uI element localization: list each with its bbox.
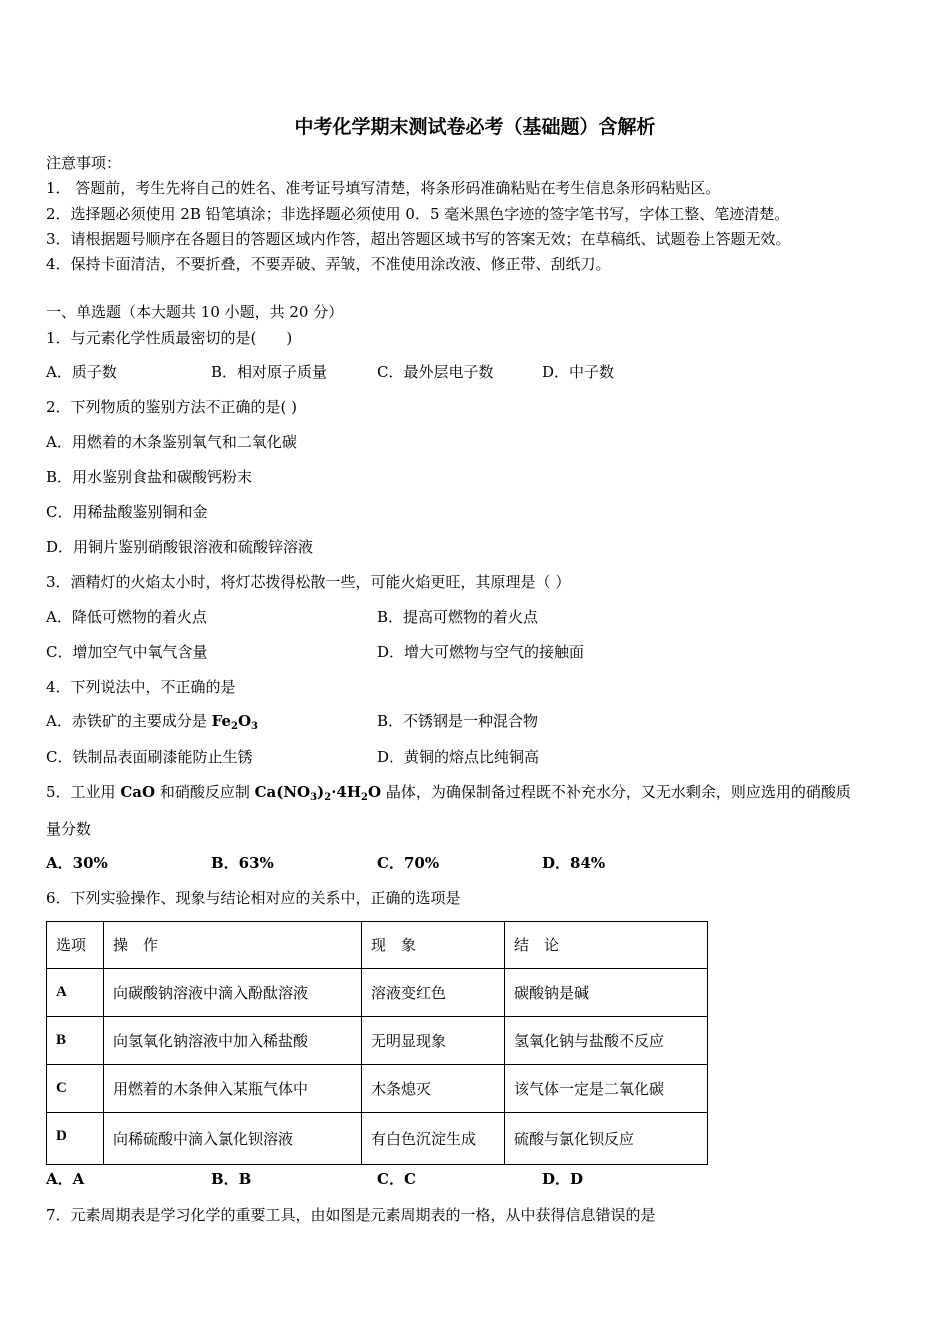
question-6-option-d: D．D [542,1170,584,1188]
question-2-option-d: D．用铜片鉴别硝酸银溶液和硫酸锌溶液 [46,538,314,556]
table-cell: 木条熄灭 [362,1065,505,1113]
question-4-option-d: D．黄铜的熔点比纯铜高 [377,748,540,766]
formula-sub: 2 [324,792,332,803]
question-5-option-c: C．70% [377,854,440,872]
question-5-option-b: B．63% [211,854,274,872]
question-6-stem: 6．下列实验操作、现象与结论相对应的关系中，正确的选项是 [46,889,461,907]
notice-item-3: 3．请根据题号顺序在各题目的答题区域内作答，超出答题区域书写的答案无效；在草稿纸、试题卷上答题无效。 [46,230,791,248]
question-3-option-b: B．提高可燃物的着火点 [377,608,539,626]
question-4-option-c: C．铁制品表面刷漆能防止生锈 [46,748,253,766]
formula-sub: 3 [310,792,318,803]
formula-part: Ca(NO [254,783,311,801]
table-cell: 碳酸钠是碱 [505,969,708,1017]
table-cell: 有白色沉淀生成 [362,1113,505,1165]
formula-part: O [368,783,382,801]
table-row [47,1065,708,1113]
section-heading: 一、单选题（本大题共 10 小题，共 20 分） [46,303,344,321]
question-6-option-c: C．C [377,1170,416,1188]
table-cell: 无明显现象 [362,1017,505,1065]
table-row [47,1113,708,1165]
question-2-option-c: C．用稀盐酸鉴别铜和金 [46,503,208,521]
question-1-option-d: D．中子数 [542,363,615,381]
table-cell: D [47,1113,104,1165]
question-4-stem: 4．下列说法中，不正确的是 [46,678,236,696]
notice-item-1: 1． 答题前，考生先将自己的姓名、准考证号填写清楚，将条形码准确粘贴在考生信息条形码粘贴区。 [46,179,721,197]
formula-sub: 2 [230,721,238,732]
formula-sub: 2 [361,792,368,803]
notice-item-4: 4．保持卡面清洁，不要折叠，不要弄破、弄皱，不准使用涂改液、修正带、刮纸刀。 [46,255,611,273]
stem-text: 和硝酸反应制 [155,783,255,801]
table-cell: 该气体一定是二氧化碳 [505,1065,708,1113]
question-2-option-a: A．用燃着的木条鉴别氧气和二氧化碳 [46,433,297,451]
table-header-row [47,922,708,969]
question-7-stem: 7．元素周期表是学习化学的重要工具，由如图是元素周期表的一格，从中获得信息错误的是 [46,1206,656,1224]
question-1-option-a: A．质子数 [46,363,117,381]
table-header-cell: 选项 [47,922,104,969]
table-cell: 硫酸与氯化钡反应 [505,1113,708,1165]
table-cell: 向碳酸钠溶液中滴入酚酞溶液 [104,969,362,1017]
question-5-option-a: A．30% [46,854,108,872]
table-header-cell: 现 象 [362,922,505,969]
question-3-option-c: C．增加空气中氧气含量 [46,643,208,661]
question-1-option-b: B．相对原子质量 [211,363,328,381]
question-4-option-a [46,711,258,731]
question-2-option-b: B．用水鉴别食盐和碳酸钙粉末 [46,468,253,486]
table-row [47,969,708,1017]
question-1-stem: 1．与元素化学性质最密切的是( ) [46,329,293,347]
table-header-cell: 操 作 [104,922,362,969]
question-3-option-a: A．降低可燃物的着火点 [46,608,207,626]
table-cell: B [47,1017,104,1065]
stem-text: 5．工业用 [46,783,121,801]
question-6-option-a: A．A [46,1170,85,1188]
question-3-stem: 3．酒精灯的火焰太小时，将灯芯拨得松散一些，可能火焰更旺，其原理是（ ） [46,573,571,591]
formula-part: ·4H [331,783,362,801]
formula-calcium-nitrate [255,783,381,801]
table-cell: A [47,969,104,1017]
question-5-stem [46,782,851,802]
table-cell: 溶液变红色 [362,969,505,1017]
formula-part: ) [317,783,325,801]
table-row [47,1017,708,1065]
formula-fe: Fe [211,712,231,730]
formula-o: O [237,712,252,730]
experiment-table [46,921,708,1165]
table-cell: C [47,1065,104,1113]
stem-text: 晶体，为确保制备过程既不补充水分，又无水剩余，则应选用的硝酸质 [381,783,851,801]
question-5-option-d: D．84% [542,854,606,872]
question-3-option-d: D．增大可燃物与空气的接触面 [377,643,585,661]
table-cell: 向氢氧化钠溶液中加入稀盐酸 [104,1017,362,1065]
page-title: 中考化学期末测试卷必考（基础题）含解析 [294,116,656,138]
table-cell: 氢氧化钠与盐酸不反应 [505,1017,708,1065]
notice-item-2: 2．选择题必须使用 2B 铅笔填涂；非选择题必须使用 0．5 毫米黑色字迹的签字笔书写，字体工整、笔迹清楚。 [46,205,790,223]
question-1-option-c: C．最外层电子数 [377,363,494,381]
formula-cao: CaO [120,783,156,801]
table-cell: 向稀硫酸中滴入氯化钡溶液 [104,1113,362,1165]
notice-heading: 注意事项： [46,154,122,172]
formula-sub: 3 [251,721,258,732]
table-cell: 用燃着的木条伸入某瓶气体中 [104,1065,362,1113]
question-6-option-b: B．B [211,1170,252,1188]
table-header-cell: 结 论 [505,922,708,969]
question-4-option-b: B．不锈钢是一种混合物 [377,712,539,730]
question-2-stem: 2．下列物质的鉴别方法不正确的是( ) [46,398,298,416]
question-5-stem-line2: 量分数 [46,820,92,838]
option-a-text: A．赤铁矿的主要成分是 [46,712,212,730]
